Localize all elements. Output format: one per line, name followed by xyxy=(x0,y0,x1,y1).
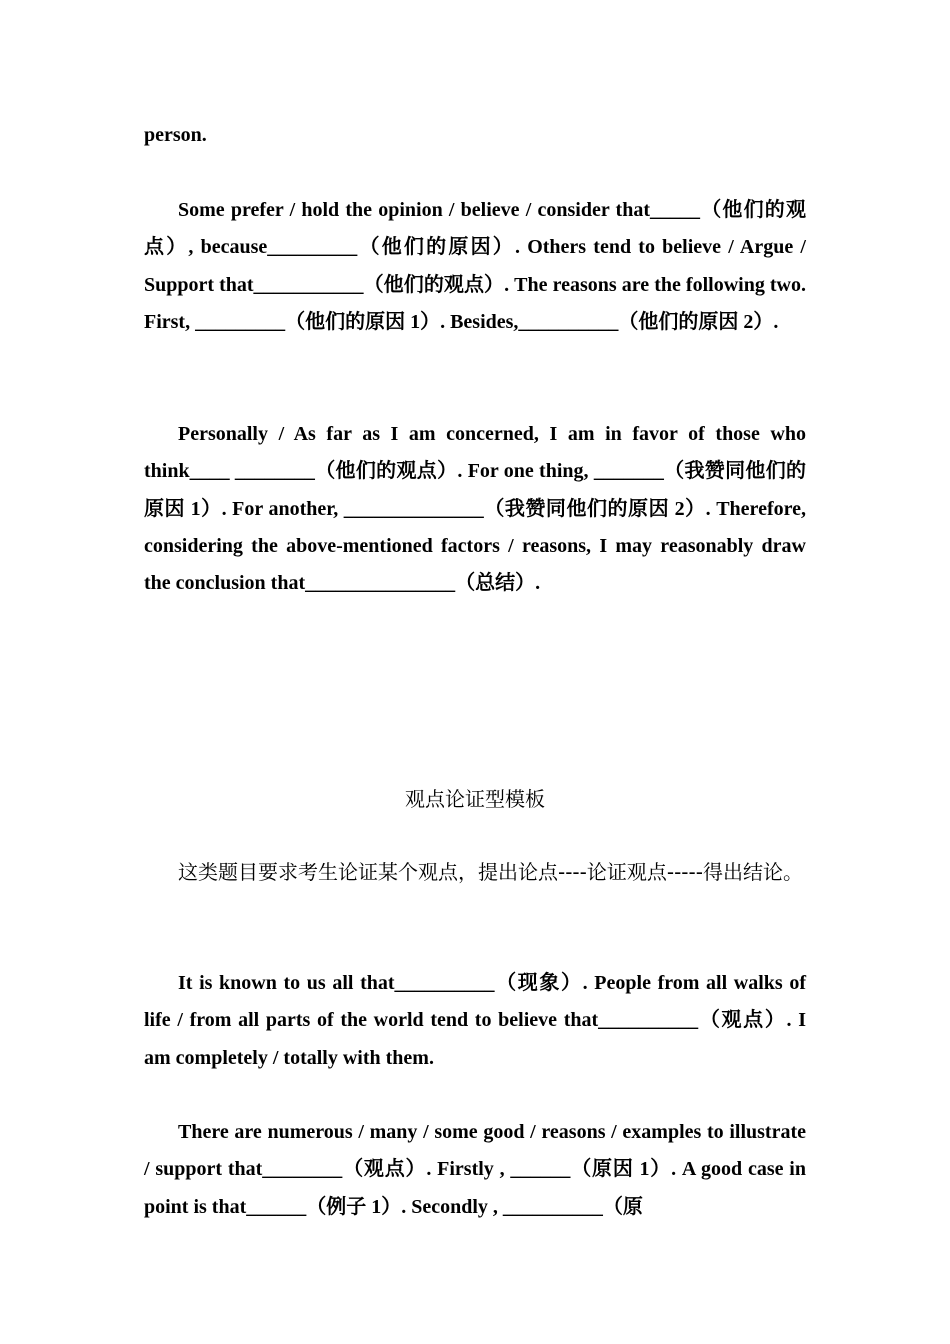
section-title: 观点论证型模板 xyxy=(405,787,545,811)
paragraph-personal-view: Personally / As far as I am concerned, I am in favor of those who think____ ________（他们的观点）. For one thing, _______（我赞同他们的原因 1）. For another, ______________（我赞同他们的原因 2）. Therefore, considering the above-mentioned factors / reasons, I may reasonably draw the conclusion that_______________（总结）. xyxy=(144,423,806,595)
paragraph-reasons: There are numerous / many / some good / reasons / examples to illustrate / support that________（观点）. Firstly , ______（原因 1）. A good case in point is that______（例子 1）. Secondly , __________（原 xyxy=(144,1121,806,1218)
section-intro: 这类题目要求考生论证某个观点，提出论点----论证观点-----得出结论。 xyxy=(178,860,803,884)
paragraph-phenomenon: It is known to us all that__________（现象）. People from all walks of life / from all parts of the world tend to believe that__________（观点）. I am completely / totally with them. xyxy=(144,972,806,1069)
continuation-text: person. xyxy=(144,124,207,146)
paragraph-others-opinion: Some prefer / hold the opinion / believe / consider that_____（他们的观点）, because_________（他们的原因）. Others tend to believe / Argue / Support that___________（他们的观点）. The reasons are the following two. First, _________（他们的原因 1）. Besides,__________（他们的原因 2）. xyxy=(144,199,806,333)
